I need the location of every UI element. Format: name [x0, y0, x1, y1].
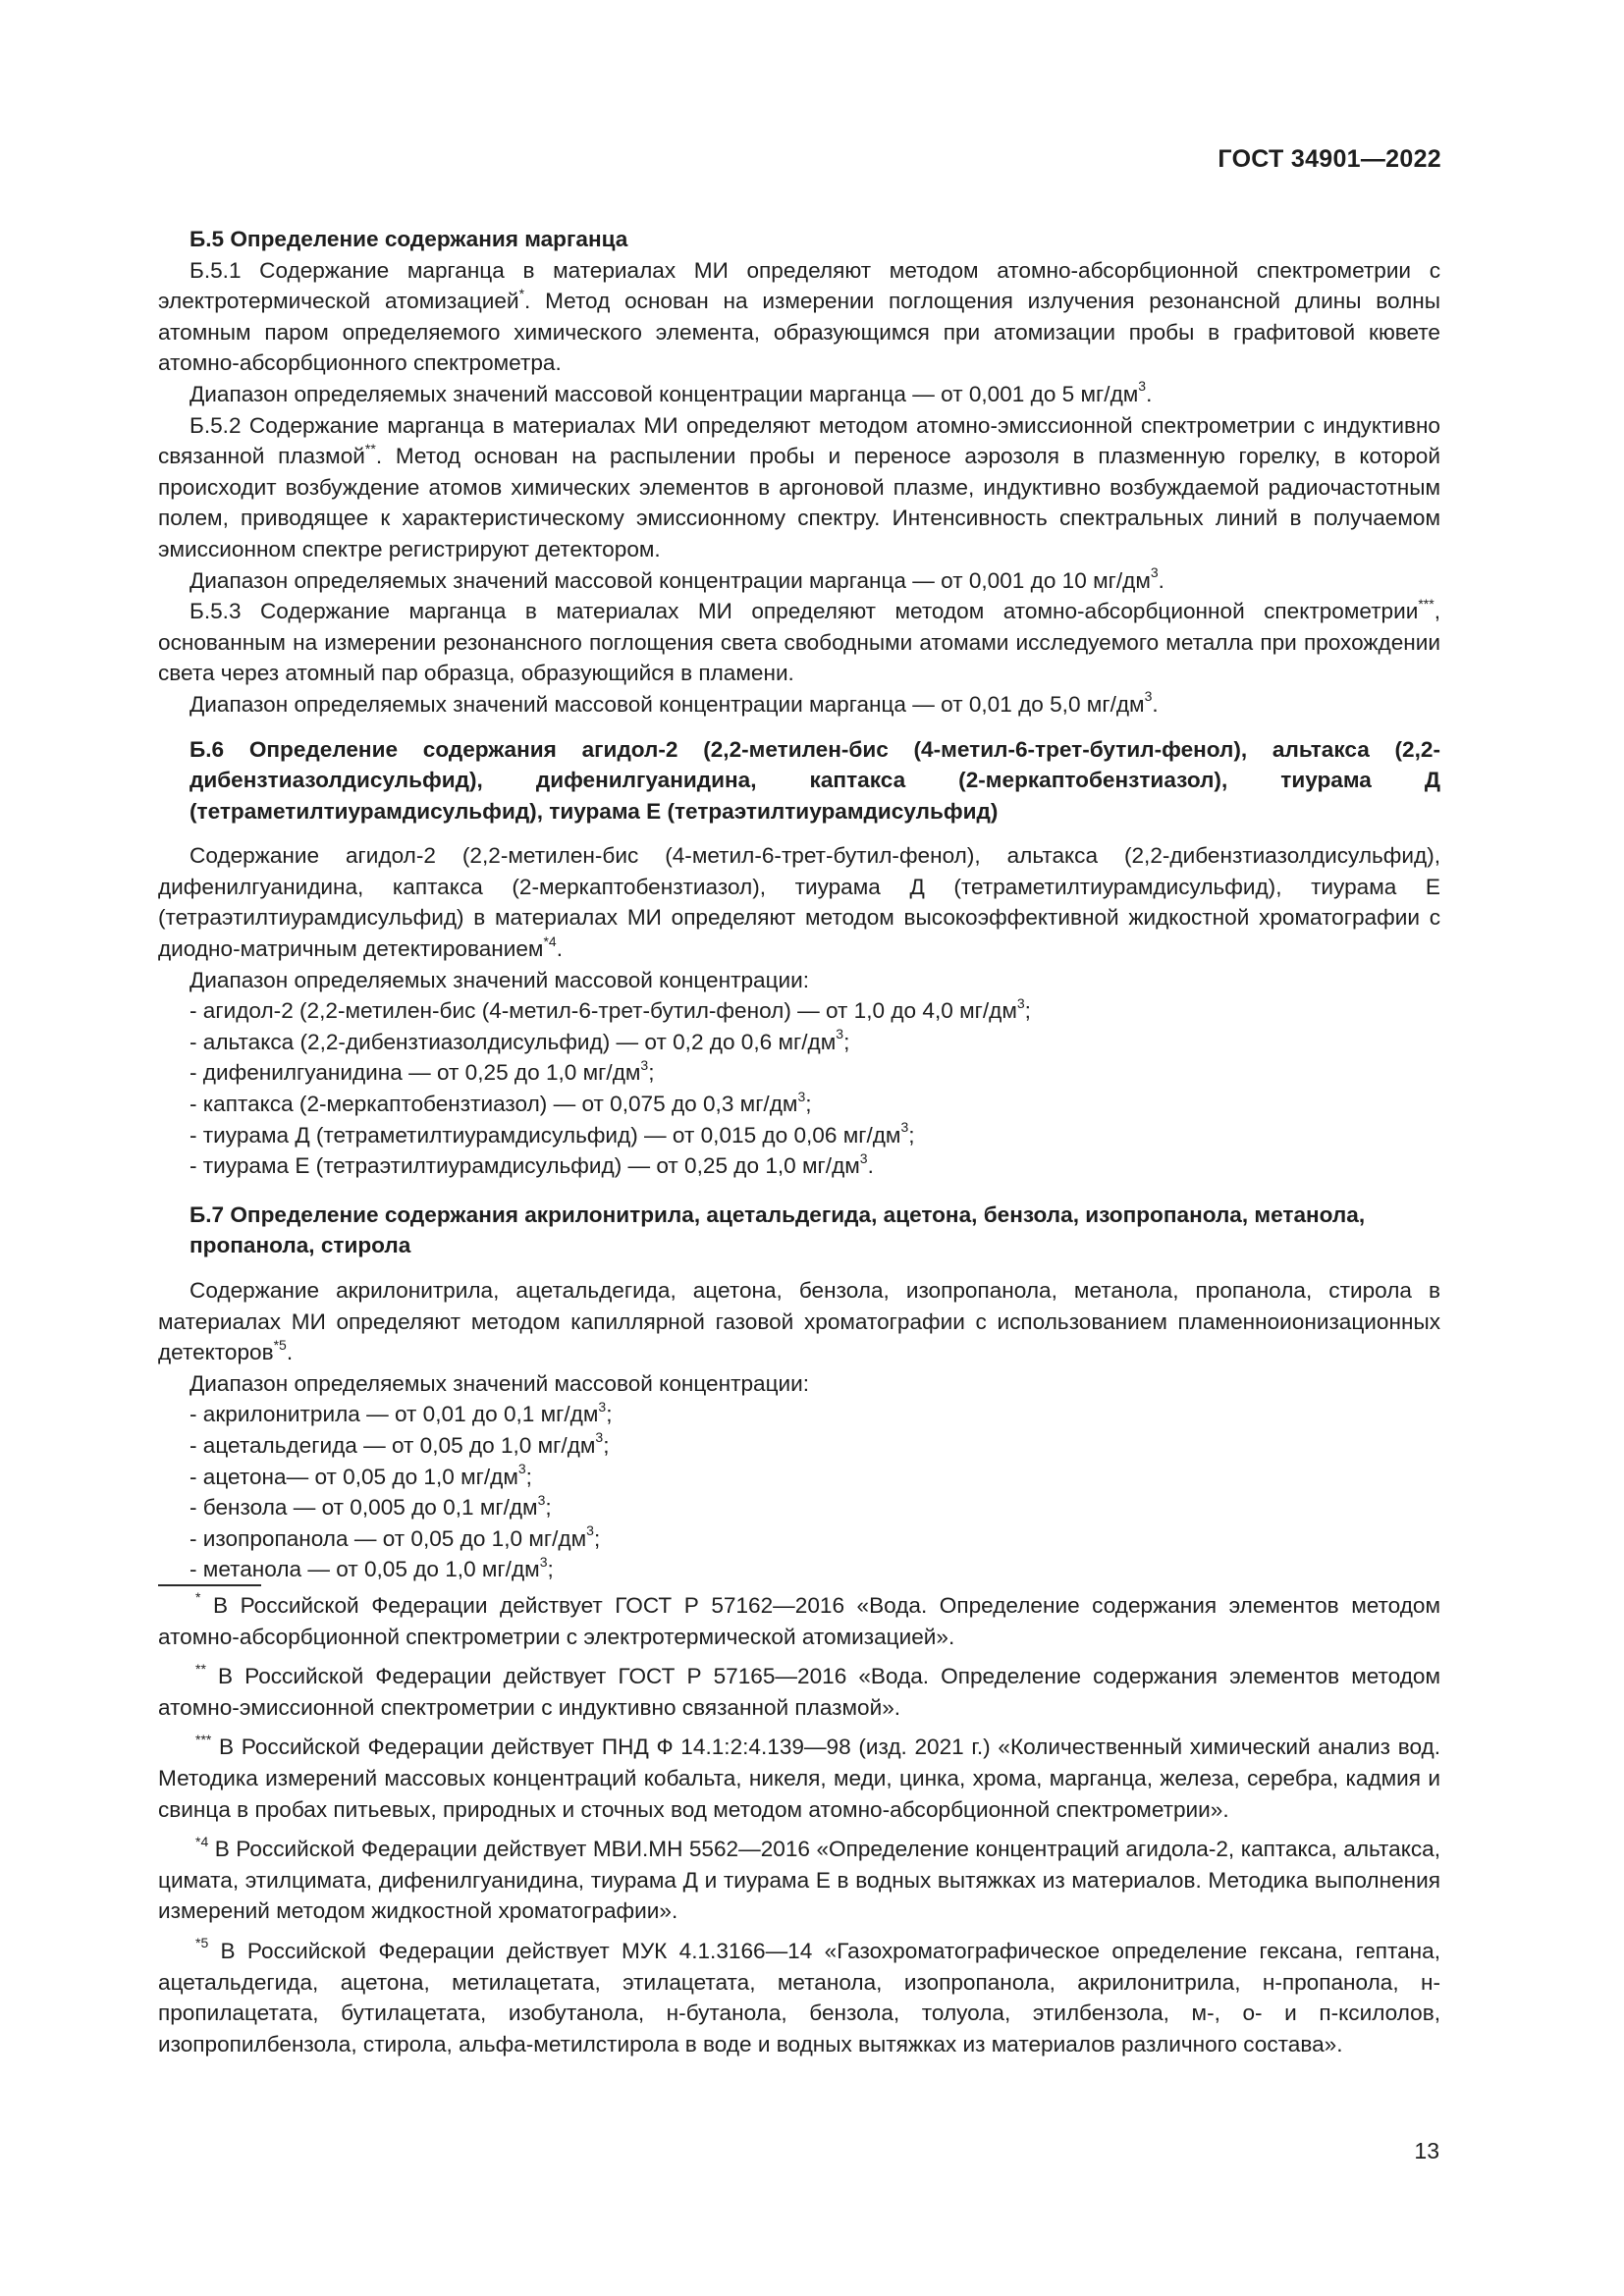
- footnote-divider: [158, 1584, 261, 1586]
- b7-paragraph: Содержание акрилонитрила, ацетальдегида, ацетона, бензола, изопропанола, метанола, пропанола, стирола в материалах МИ определяют методом капиллярной газовой хроматографии с использованием пламенноионизационных детекторов$^{*5}$.: [158, 1278, 1440, 1365]
- list-item: - ацетона— от 0,05 до 1,0 $мг/дм^3$;: [189, 1461, 532, 1489]
- list-item: - агидол-2 (2,2-метилен-бис (4-метил-6-трет-бутил-фенол) — от 1,0 до 4,0 $мг/дм^3$;: [189, 994, 1031, 1024]
- footnote-ref: *: [518, 285, 525, 301]
- section-b7-title: Б.7 Определение содержания акрилонитрила, ацетальдегида, ацетона, бензола, изопропанола, метанола, пропанола, стирола: [189, 1201, 1366, 1258]
- footnote: $^{*5}$ В Российской Федерации действует МУК 4.1.3166—14 «Газохроматографическое определение гексана, гептана, ацетальдегида, ацетона, метилацетата, этилацетата, метанола, изопропанола, акрилонитрила, н-пропанола, н-пропилацетата, бутилацетата, изобутанола, н-бутанола, бензола, толуола, этилбензола, м-, о- и п-ксилолов, изопропилбензола, стирола, альфа-метилстирола в воде и водных вытяжках из материалов различного состава».: [158, 1935, 1440, 2056]
- b5-1-paragraph: Б.5.1 Содержание марганца в материалах МИ определяют методом атомно-абсорбционной спектрометрии с электротермической атомизацией*. Метод основан на измерении поглощения излучения резонансной длины волны атомным паром определяемого химического элемента, образующимся при атомизации пробы в графитовой кювете атомно-абсорбционного спектрометра.: [158, 257, 1441, 376]
- footnote-mark: ***: [195, 1731, 212, 1747]
- footnote-ref: *5: [273, 1336, 287, 1353]
- b7-range-intro: Диапазон определяемых значений массовой концентрации:: [189, 1370, 810, 1396]
- b5-1-range: Диапазон определяемых значений массовой концентрации марганца — от 0,001 до 5 $мг/дм^3$.: [189, 378, 1153, 406]
- footnote-mark: *4: [195, 1833, 209, 1849]
- footnote-ref: ***: [1418, 595, 1435, 612]
- list-item: - метанола — от 0,05 до 1,0 $мг/дм^3$;: [189, 1553, 554, 1582]
- b5-3-paragraph: Б.5.3 Содержание марганца в материалах МИ определяют методом атомно-абсорбционной спектрометрии***, основанным на измерении резонансного поглощения света свободными атомами исследуемого металла при прохождении света через атомный пар образца, образующийся в пламени.: [158, 595, 1440, 686]
- b6-range-intro: Диапазон определяемых значений массовой концентрации:: [189, 967, 810, 992]
- list-item: - альтакса (2,2-дибензтиазолдисульфид) — от 0,2 до 0,6 $мг/дм^3$;: [189, 1026, 850, 1054]
- footnote-mark: *5: [195, 1935, 209, 1951]
- b5-2-range: Диапазон определяемых значений массовой концентрации марганца — от 0,001 до 10 $мг/дм^3$.: [189, 564, 1164, 593]
- section-b6-title: Б.6 Определение содержания агидол-2 (2,2-метилен-бис (4-метил-6-трет-бутил-фенол), альтакса (2,2-дибензтиазолдисульфид), дифенилгуанидина, каптакса (2-меркаптобензтиазол), тиурама Д (тетраметилтиурамдисульфид), тиурама Е (тетраэтилтиурамдисульфид): [189, 736, 1440, 824]
- footnote-ref: **: [364, 440, 376, 456]
- footnote: $^{*4}$ В Российской Федерации действует МВИ.МН 5562—2016 «Определение концентраций агидола-2, каптакса, альтакса, цимата, этилцимата, дифенилгуанидина, тиурама Д и тиурама Е в водных вытяжках из материалов. Методика выполнения измерений методом жидкостной хроматографии».: [158, 1833, 1440, 1924]
- b6-paragraph: Содержание агидол-2 (2,2-метилен-бис (4-метил-6-трет-бутил-фенол), альтакса (2,2-дибензтиазолдисульфид), дифенилгуанидина, каптакса (2-меркаптобензтиазол), тиурама Д (тетраметилтиурамдисульфид), тиурама Е (тетраэтилтиурамдисульфид) в материалах МИ определяют методом высокоэффективной жидкостной хроматографии с диодно-матричным детектированием$^{*4}$.: [158, 843, 1440, 962]
- footnote-mark: *: [195, 1589, 201, 1606]
- document-code-header: ГОСТ 34901—2022: [1218, 145, 1441, 173]
- footnote: * В Российской Федерации действует ГОСТ Р 57162—2016 «Вода. Определение содержания элементов методом атомно-абсорбционной спектрометрии с электротермической атомизацией».: [158, 1589, 1440, 1649]
- footnotes: [158, 1590, 1440, 2068]
- page-number: 13: [1414, 2138, 1439, 2163]
- b5-3-range: Диапазон определяемых значений массовой концентрации марганца — от 0,01 до 5,0 $мг/дм^3$.: [189, 688, 1159, 717]
- list-item: - тиурама Д (тетраметилтиурамдисульфид) — от 0,015 до 0,06 $мг/дм^3$;: [189, 1119, 915, 1148]
- footnote-mark: **: [195, 1660, 206, 1677]
- footnote: *** В Российской Федерации действует ПНД Ф 14.1:2:4.139—98 (изд. 2021 г.) «Количественный химический анализ вод. Методика измерений массовых концентраций кобальта, никеля, меди, цинка, хрома, марганца, железа, серебра, кадмия и свинца в пробах питьевых, природных и сточных вод методом атомно-абсорбционной спектрометрии».: [158, 1731, 1440, 1822]
- footnote: ** В Российской Федерации действует ГОСТ Р 57165—2016 «Вода. Определение содержания элементов методом атомно-эмиссионной спектрометрии с индуктивно связанной плазмой».: [158, 1660, 1440, 1720]
- list-item: - ацетальдегида — от 0,05 до 1,0 $мг/дм^3$;: [189, 1429, 610, 1458]
- footnote-ref: *4: [543, 933, 557, 949]
- b5-2-paragraph: Б.5.2 Содержание марганца в материалах МИ определяют методом атомно-эмиссионной спектрометрии с индуктивно связанной плазмой**. Метод основан на распылении пробы и переносе аэрозоля в плазменную горелку, в которой происходит возбуждение атомов химических элементов в аргоновой плазме, индуктивно возбуждаемой радиочастотным полем, приводящее к характеристическому эмиссионному спектру. Интенсивность спектральных линий в получаемом эмиссионном спектре регистрируют детектором.: [158, 412, 1440, 561]
- list-item: - дифенилгуанидина — от 0,25 до 1,0 $мг/дм^3$;: [189, 1056, 655, 1086]
- main-content: [158, 224, 1440, 1585]
- list-item: - каптакса (2-меркаптобензтиазол) — от 0,075 до 0,3 $мг/дм^3$;: [189, 1088, 812, 1117]
- section-b5-title: Б.5 Определение содержания марганца: [189, 227, 628, 251]
- list-item: - акрилонитрила — от 0,01 до 0,1 $мг/дм^3$;: [189, 1398, 613, 1427]
- list-item: - тиурама Е (тетраэтилтиурамдисульфид) — от 0,25 до 1,0 $мг/дм^3$.: [189, 1149, 874, 1179]
- list-item: - бензола — от 0,005 до 0,1 $мг/дм^3$;: [189, 1491, 552, 1521]
- list-item: - изопропанола — от 0,05 до 1,0 $мг/дм^3$;: [189, 1522, 601, 1551]
